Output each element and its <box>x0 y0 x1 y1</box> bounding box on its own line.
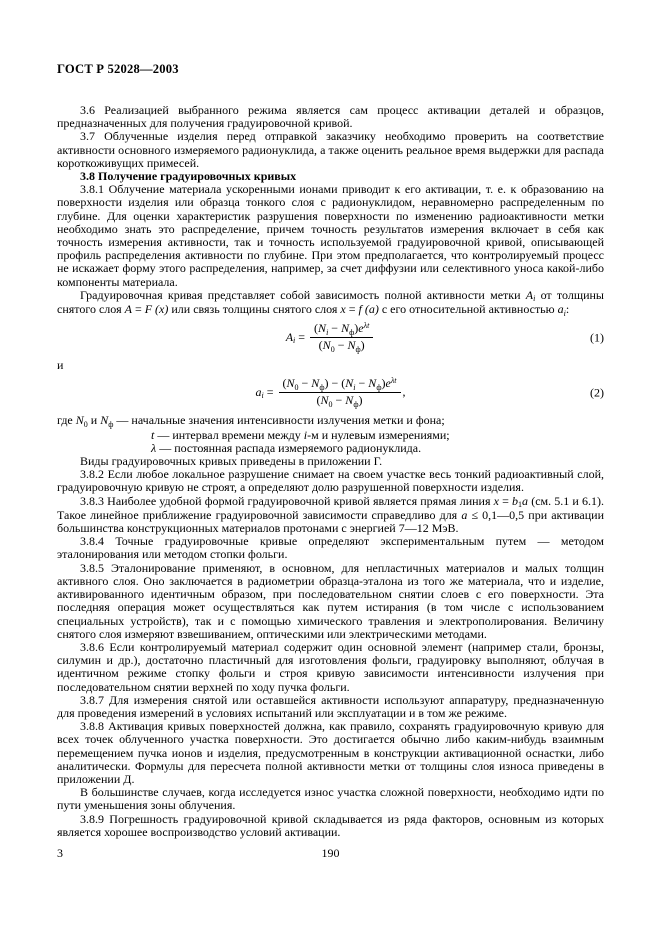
formula-1-lhs: $A_i$ = <box>285 329 309 345</box>
paragraph-3-8-3: 3.8.3 Наиболее удобной формой градуировочной кривой является прямая линия $x = b_1a$ (см. 5.1 и 6.1). Такое линейное приближение градуировочной зависимости справедливо для a ≤ 0,1—0,5 при активации большинства конструкционных материалов протонами с энергией 7—12 МэВ. <box>57 493 604 536</box>
formula-2-fraction <box>279 377 401 408</box>
symbol-definitions <box>57 414 604 455</box>
running-page-number: 190 <box>321 846 340 860</box>
paragraph-3-8-9: 3.8.9 Погрешность градуировочной кривой складывается из ряда факторов, основным из которых является хорошее воспроизводство условий активации. <box>57 811 604 839</box>
formula-1 <box>57 322 604 353</box>
formula-2-denominator: $(N_0 - N_ф)$ <box>316 393 363 409</box>
paragraph-majority-cases: В большинстве случаев, когда исследуется износ участка сложной поверхности, необходимо идти по пути уменьшения зоны облучения. <box>57 785 604 813</box>
paragraph-3-8-5: 3.8.5 Эталонирование применяют, в основном, для непластичных материалов и малых толщин активного слоя. Оно заключается в радиометрии образца-эталона из того же материала, что и изделие, активированного идентичным образом, при последовательном снятии слоев с его поверхности. Эта последняя операция может осуществляться как путем истирания (в том числе с использованием специальных устройств), так и с помощью химического травления и электрополирования. Величину снятого слоя измеряют взвешиванием, оптическими или электрическими методами. <box>57 560 604 641</box>
equation-2-number: (2) <box>590 385 604 400</box>
paragraph-3-6: 3.6 Реализацией выбранного режима является сам процесс активации деталей и образцов, предназначенных для получения градуировочной кривой. <box>57 103 604 131</box>
formula-2 <box>57 377 604 408</box>
paragraph-3-7: 3.7 Облученные изделия перед отправкой заказчику необходимо проверить на соответствие активности основного измеряемого радионуклида, а также оценить реальное время выдержки для распада короткоживущих примесей. <box>57 129 604 170</box>
paragraph-3-8-6: 3.8.6 Если контролируемый материал содержит один основной элемент (например стали, бронзы, силумин и др.), достаточно пластичный для изготовления фольги, градуировку выполняют, облучая в идентичном режиме стопку фольги и строя кривую зависимости интенсивности излучения при последовательном снятии верхней по ходу пучка фольги. <box>57 639 604 694</box>
page-content <box>57 62 604 839</box>
formula-2-numerator: $(N_0 - N_ф) - (N_i - N_ф)e^{\lambda t}$ <box>279 377 401 393</box>
formula-1-fraction <box>310 322 373 353</box>
paragraph-calibration-curve: Градуировочная кривая представляет собой зависимость полной активности метки $A_i$ от толщины снятого слоя A = F (x) или связь толщины снятого слоя x = f (a) с его относительной активностью $a_i$: <box>57 287 604 318</box>
page-number: 3 <box>57 846 63 860</box>
paragraph-3-8-8: 3.8.8 Активация кривых поверхностей должна, как правило, сохранять градуировочную кривую для всех точек облученного участка поверхности. Это достигается обычно либо каким-нибудь взаимным перемещением пучка ионов и изделия, предусмотренным в конструкции активационной оснастки, либо аналитически. Формулы для пересчета полной активности метки от толщины слоя износа приведены в приложении Д. <box>57 719 604 786</box>
paragraph-3-8-2: 3.8.2 Если любое локальное разрушение снимает на своем участке весь тонкий радиоактивный слой, градуировочную кривую не строят, а определяют долю разрушенной поверхности изделия. <box>57 467 604 495</box>
definition-n0-nf: где $N_0$ и $N_ф$ — начальные значения интенсивности излучения метки и фона; <box>57 413 445 429</box>
equation-1-number: (1) <box>590 330 604 345</box>
formula-2-after: , <box>402 384 406 399</box>
conjunction-line: и <box>57 358 64 373</box>
paragraph-curve-types: Виды градуировочных кривых приведены в приложении Г. <box>80 454 383 469</box>
formula-1-numerator: $(N_i - N_ф)e^{\lambda t}$ <box>310 322 373 338</box>
formula-1-denominator: $(N_0 - N_ф)$ <box>318 338 365 354</box>
equation-1 <box>57 322 604 353</box>
section-heading-3-8: 3.8 Получение градуировочных кривых <box>80 169 297 184</box>
formula-2-lhs: $a_i$ = <box>255 384 277 401</box>
definition-lambda: λ — постоянная распада измеряемого радионуклида. <box>151 440 422 455</box>
paragraph-3-8-1: 3.8.1 Облучение материала ускоренными ионами приводит к его активации, т. е. к образованию на поверхности изделия или образца тонкого слоя с радионуклидом, неравномерно распределенным по глубине. Для оценки характеристик разрушения поверхности по изменению радиоактивности метки необходимо знать это распределение, причем точность результатов измерения включает в себя как точность измерения активности, так и точность используемой градуировочной кривой, описывающей профиль распределения активности по глубине. При этом предполагается, что контролируемый процесс не искажает форму этого распределения, например, за счет диффузии или селективного уноса какой-либо компоненты материала. <box>57 182 604 289</box>
definition-t: t — интервал времени между i-м и нулевым измерениями; <box>151 427 450 442</box>
equation-2 <box>57 377 604 408</box>
paragraph-3-8-7: 3.8.7 Для измерения снятой или оставшейся активности используют аппаратуру, предназначенную для проведения измерений в условиях испытаний или эксплуатации и в том же режиме. <box>57 692 604 720</box>
paragraph-3-8-4: 3.8.4 Точные градуировочные кривые определяют экспериментальным путем — методом эталонирования или методом стопки фольги. <box>57 534 604 562</box>
document-header: ГОСТ Р 52028—2003 <box>57 62 179 76</box>
